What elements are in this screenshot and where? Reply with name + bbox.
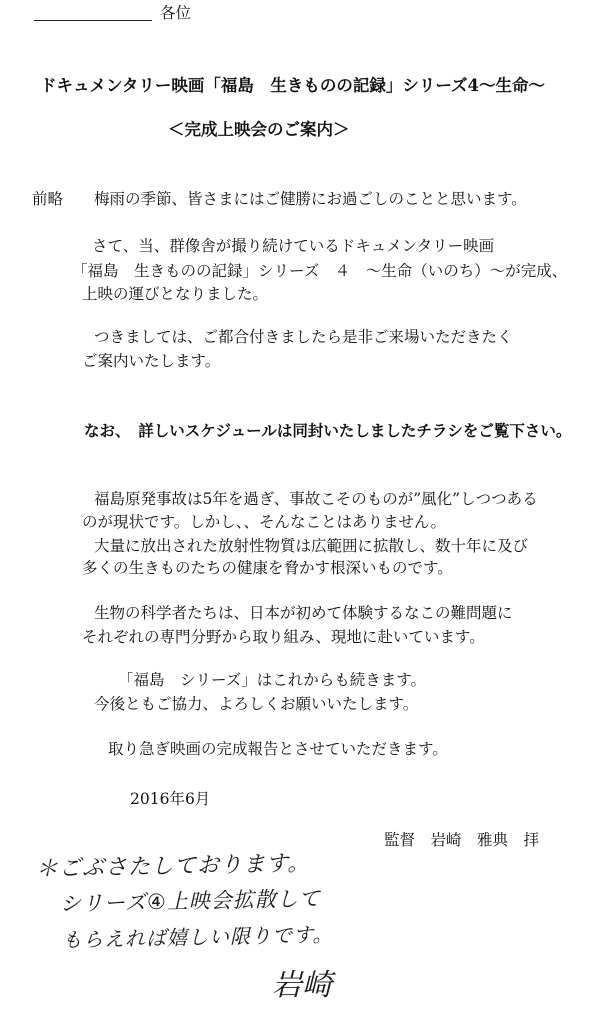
handwritten-signature: 岩崎 bbox=[272, 968, 332, 1003]
text-line: 今後ともご協力、よろしくお願いいたします。 bbox=[94, 695, 419, 713]
schedule-notice: なお、 詳しいスケジュールは同封いたしましたチラシをご覧下さい。 bbox=[84, 421, 572, 440]
closing-text: 取り急ぎ映画の完成報告とさせていただきます。 bbox=[108, 740, 448, 758]
text-line: 生物の科学者たちは、日本が初めて体験するなこの難問題に bbox=[94, 604, 513, 622]
text-line: 大量に放出された放射性物質は広範囲に拡散し、数十年に及び bbox=[94, 537, 529, 555]
text-line: 「福島 シリーズ」はこれからも続きます。 bbox=[118, 671, 426, 689]
text-line: さて、当、群像舎が撮り続けているドキュメンタリー映画 bbox=[92, 237, 495, 255]
text-line: 上映の運びとなりました。 bbox=[82, 285, 269, 303]
text-line: ご案内いたします。 bbox=[82, 352, 221, 370]
text-line: つきましては、ご都合付きましたら是非ご来場いただきたく bbox=[94, 328, 513, 346]
handwritten-line: シリーズ④上映会拡散して bbox=[59, 886, 321, 916]
greeting-label: 前略 bbox=[32, 190, 64, 208]
text-line: 多くの生きものたちの健康を脅かす根深いものです。 bbox=[82, 559, 453, 577]
sender-signature: 監督 岩崎 雅典 拝 bbox=[384, 831, 540, 849]
letter-date: 2016年6月 bbox=[130, 790, 211, 808]
greeting-text: 梅雨の季節、皆さまにはご健勝にお過ごしのことと思います。 bbox=[94, 190, 527, 208]
text-line: のが現状です。しかし、、そんなことはありません。 bbox=[82, 513, 446, 531]
addressee-underline bbox=[34, 20, 152, 21]
text-line: 福島原発事故は5年を過ぎ、事故こそのものが”風化”しつつある bbox=[94, 490, 538, 508]
handwritten-line: もらえれば嬉しい限りです。 bbox=[61, 922, 334, 952]
page-subtitle: ＜完成上映会のご案内＞ bbox=[168, 120, 350, 139]
handwritten-line: ＊ごぶさたしております。 bbox=[35, 851, 311, 882]
text-line: それぞれの専門分野から取り組み、現地に赴いています。 bbox=[82, 628, 485, 646]
addressee: 各位 bbox=[160, 4, 192, 22]
text-line: 「福島 生きものの記録」シリーズ ４ 〜生命（いのち）〜が完成、 bbox=[72, 262, 568, 280]
page-title: ドキュメンタリー映画「福島 生きものの記録」シリーズ4〜生命〜 bbox=[40, 76, 545, 95]
